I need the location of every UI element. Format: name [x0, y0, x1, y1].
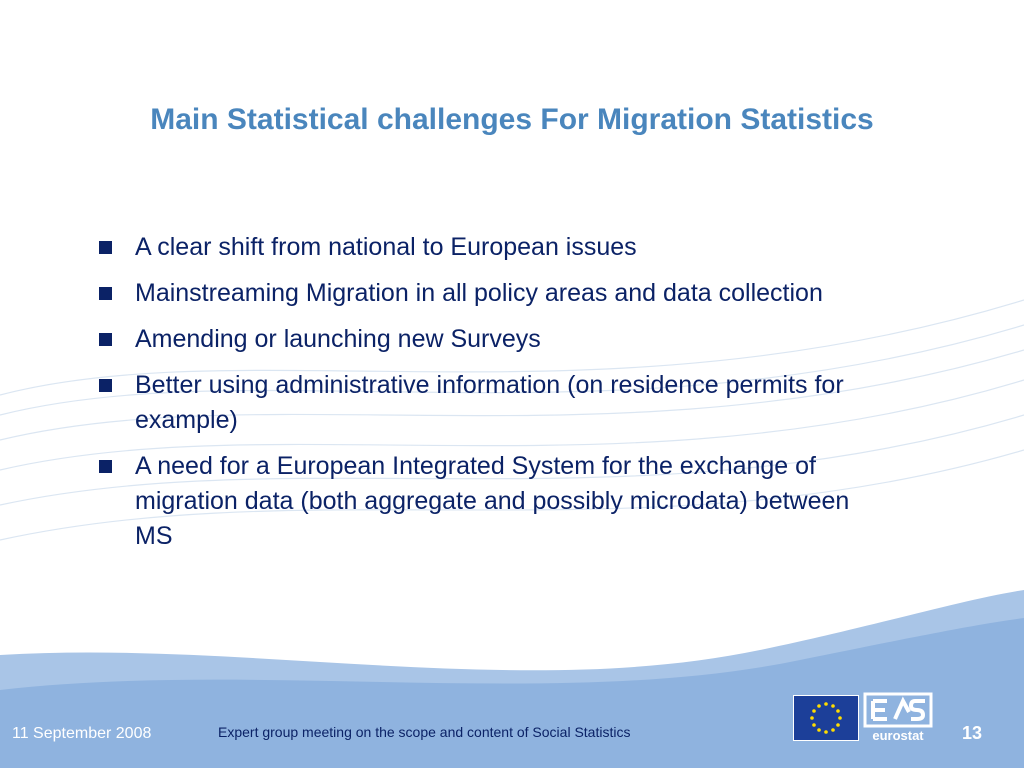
bullet-item — [97, 276, 887, 311]
page-number: 13 — [962, 723, 983, 743]
eu-stars-icon — [794, 696, 858, 740]
square-bullet-icon — [99, 287, 112, 300]
bullet-text: A need for a European Integrated System for the exchange of migration data (both aggregate and possibly microdata) between MS — [135, 452, 850, 550]
bullet-item — [97, 449, 887, 554]
bullet-list — [97, 230, 887, 565]
bullet-text: A clear shift from national to European issues — [135, 233, 637, 261]
eu-flag-logo — [793, 695, 859, 741]
square-bullet-icon — [99, 241, 112, 254]
bullet-text: Amending or launching new Surveys — [135, 325, 541, 353]
bullet-item — [97, 322, 887, 357]
square-bullet-icon — [99, 379, 112, 392]
slide-title: Main Statistical challenges For Migration Statistics — [150, 103, 874, 136]
footer-date: 11 September 2008 — [12, 725, 152, 742]
footer-event-title: Expert group meeting on the scope and content of Social Statistics — [218, 724, 631, 740]
bullet-item — [97, 368, 887, 438]
eurostat-logo-text: eurostat — [872, 728, 924, 743]
square-bullet-icon — [99, 333, 112, 346]
bullet-item — [97, 230, 887, 265]
square-bullet-icon — [99, 460, 112, 473]
bullet-text: Better using administrative information (on residence permits for example) — [135, 371, 844, 434]
bullet-text: Mainstreaming Migration in all policy areas and data collection — [135, 279, 823, 307]
